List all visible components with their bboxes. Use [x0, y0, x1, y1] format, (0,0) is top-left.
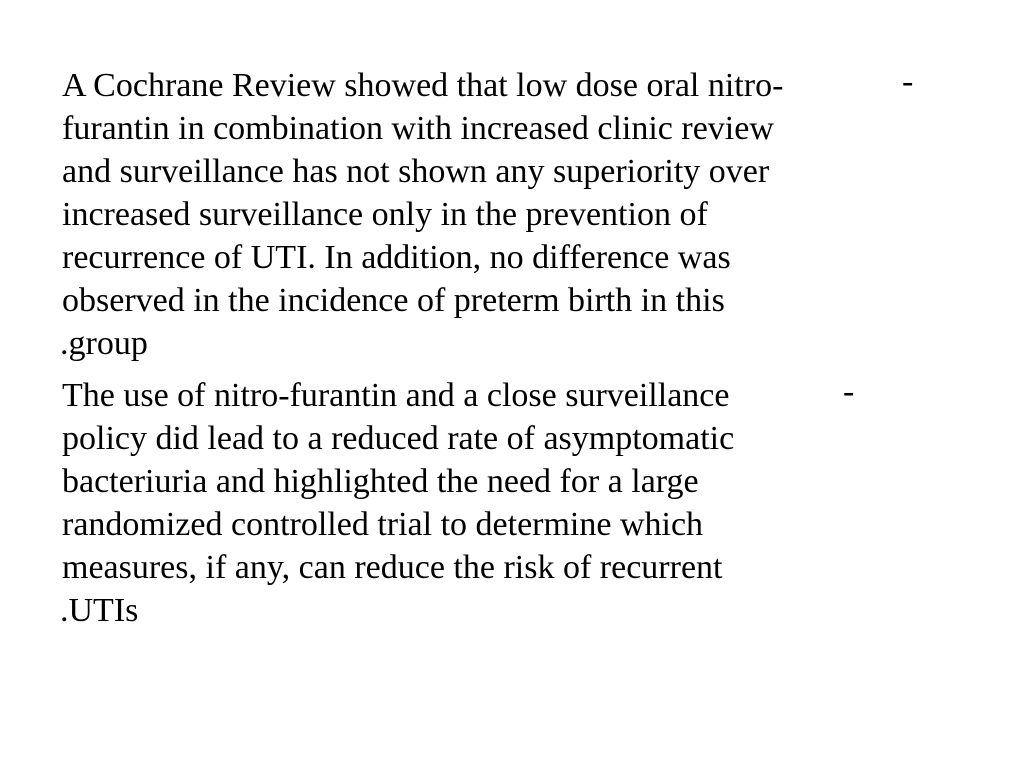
- paragraph-2-line-6: .UTIs: [60, 592, 139, 629]
- paragraph-1-line-4: increased surveillance only in the prevention of: [62, 196, 708, 233]
- paragraph-1-bullet: -: [902, 63, 914, 100]
- paragraph-1-line-2: furantin in combination with increased clinic review: [62, 110, 774, 147]
- paragraph-1-line-3: and surveillance has not shown any superiority over: [62, 153, 770, 190]
- paragraph-2-line-3: bacteriuria and highlighted the need for a large: [62, 463, 699, 500]
- paragraph-1-line-5: recurrence of UTI. In addition, no difference was: [62, 239, 731, 276]
- paragraph-1-line-7: .group: [60, 325, 148, 362]
- paragraph-2-line-4: randomized controlled trial to determine which: [62, 506, 704, 543]
- paragraph-1-line-1: A Cochrane Review showed that low dose oral nitro-: [62, 67, 784, 104]
- paragraph-1-line-6: observed in the incidence of preterm birth in this: [62, 282, 725, 319]
- paragraph-2-bullet: -: [843, 373, 855, 410]
- paragraph-2-line-2: policy did lead to a reduced rate of asymptomatic: [62, 420, 735, 457]
- paragraph-2-line-5: measures, if any, can reduce the risk of recurrent: [62, 549, 723, 586]
- paragraph-2-line-1: The use of nitro-furantin and a close surveillance: [62, 377, 730, 414]
